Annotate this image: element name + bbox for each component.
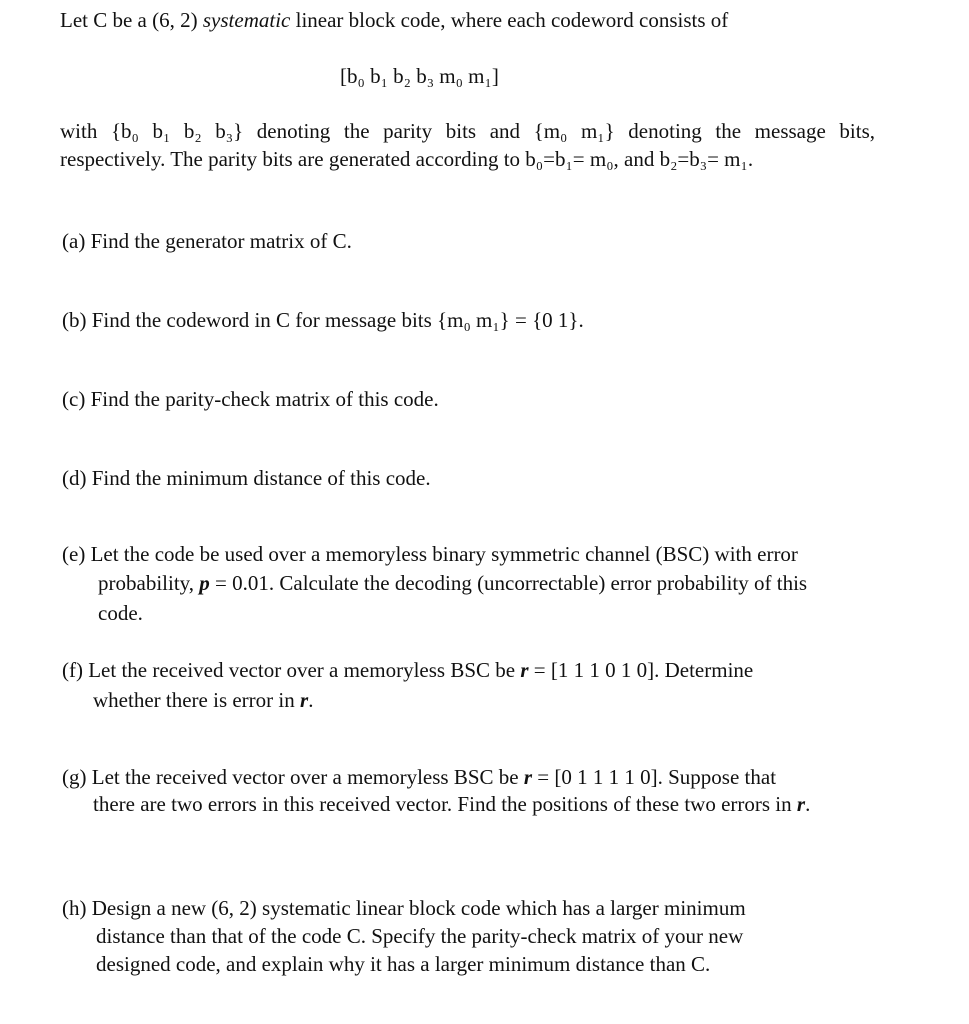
question-c bbox=[62, 385, 439, 414]
question-h-line-1 bbox=[62, 894, 746, 923]
intro-line-3: with {b₀ b₁ b₂ b₃} denoting the parity bits and {m₀ m₁} denoting the message bits, bbox=[60, 119, 875, 143]
question-g-line-2-var-r: r bbox=[796, 792, 806, 816]
intro-line-1 bbox=[60, 6, 728, 35]
question-c-label: (c) bbox=[62, 387, 86, 411]
question-e-line-2-pre: probability, bbox=[98, 571, 195, 595]
intro-line-1-em: systematic bbox=[202, 8, 291, 32]
question-g-var-r: r bbox=[523, 765, 533, 789]
question-g-line-1-pre: Let the received vector over a memoryless BSC be bbox=[91, 765, 519, 789]
question-h-line-3: designed code, and explain why it has a larger minimum distance than C. bbox=[96, 952, 711, 976]
question-e-label: (e) bbox=[62, 542, 86, 566]
question-c-text: Find the parity-check matrix of this code. bbox=[90, 387, 439, 411]
question-b-text: Find the codeword in C for message bits {m₀ m₁} = {0 1}. bbox=[91, 308, 584, 332]
question-a-text: Find the generator matrix of C. bbox=[90, 229, 352, 253]
question-g-line-2 bbox=[93, 790, 810, 819]
question-b-label: (b) bbox=[62, 308, 87, 332]
question-a bbox=[62, 227, 352, 256]
question-g-line-2-pre: there are two errors in this received vector. Find the positions of these two errors in bbox=[93, 792, 792, 816]
question-h-line-2: distance than that of the code C. Specify the parity-check matrix of your new bbox=[96, 924, 744, 948]
question-f-var-r: r bbox=[520, 658, 529, 682]
question-e-line-1 bbox=[62, 540, 798, 569]
question-d bbox=[62, 464, 431, 493]
question-e-line-1-text: Let the code be used over a memoryless binary symmetric channel (BSC) with error bbox=[90, 542, 798, 566]
question-e-var-p: p bbox=[199, 571, 210, 595]
question-f-line-2-post: . bbox=[308, 688, 314, 712]
question-h-line-1-text: Design a new (6, 2) systematic linear block code which has a larger minimum bbox=[91, 896, 746, 920]
question-f-line-2-pre: whether there is error in bbox=[93, 688, 295, 712]
question-g-label: (g) bbox=[62, 765, 87, 789]
question-e-line-2 bbox=[98, 569, 807, 598]
codeword-format: [b₀ b₁ b₂ b₃ m₀ m₁] bbox=[340, 64, 499, 88]
intro-line-1-pre: Let C be a (6, 2) bbox=[60, 8, 198, 32]
question-f-line-1 bbox=[62, 656, 753, 685]
question-f-line-2-var-r: r bbox=[300, 688, 309, 712]
question-f-label: (f) bbox=[62, 658, 83, 682]
question-e-line-2-post: = 0.01. Calculate the decoding (uncorrectable) error probability of this bbox=[215, 571, 808, 595]
question-f-line-1-post: = [1 1 1 0 1 0]. Determine bbox=[533, 658, 754, 682]
question-g-line-1 bbox=[62, 763, 776, 792]
question-g-line-1-post: = [0 1 1 1 1 0]. Suppose that bbox=[537, 765, 777, 789]
question-h-label: (h) bbox=[62, 896, 87, 920]
question-f-line-2 bbox=[93, 686, 313, 715]
question-d-text: Find the minimum distance of this code. bbox=[91, 466, 431, 490]
question-g-line-2-post: . bbox=[805, 792, 811, 816]
question-d-label: (d) bbox=[62, 466, 87, 490]
question-a-label: (a) bbox=[62, 229, 86, 253]
intro-line-4: respectively. The parity bits are generated according to b₀=b₁= m₀, and b₂=b₃= m₁. bbox=[60, 147, 754, 171]
question-f-line-1-pre: Let the received vector over a memoryless BSC be bbox=[88, 658, 516, 682]
question-b bbox=[62, 306, 584, 335]
question-e-line-3: code. bbox=[98, 601, 143, 625]
intro-line-1-post: linear block code, where each codeword consists of bbox=[295, 8, 729, 32]
